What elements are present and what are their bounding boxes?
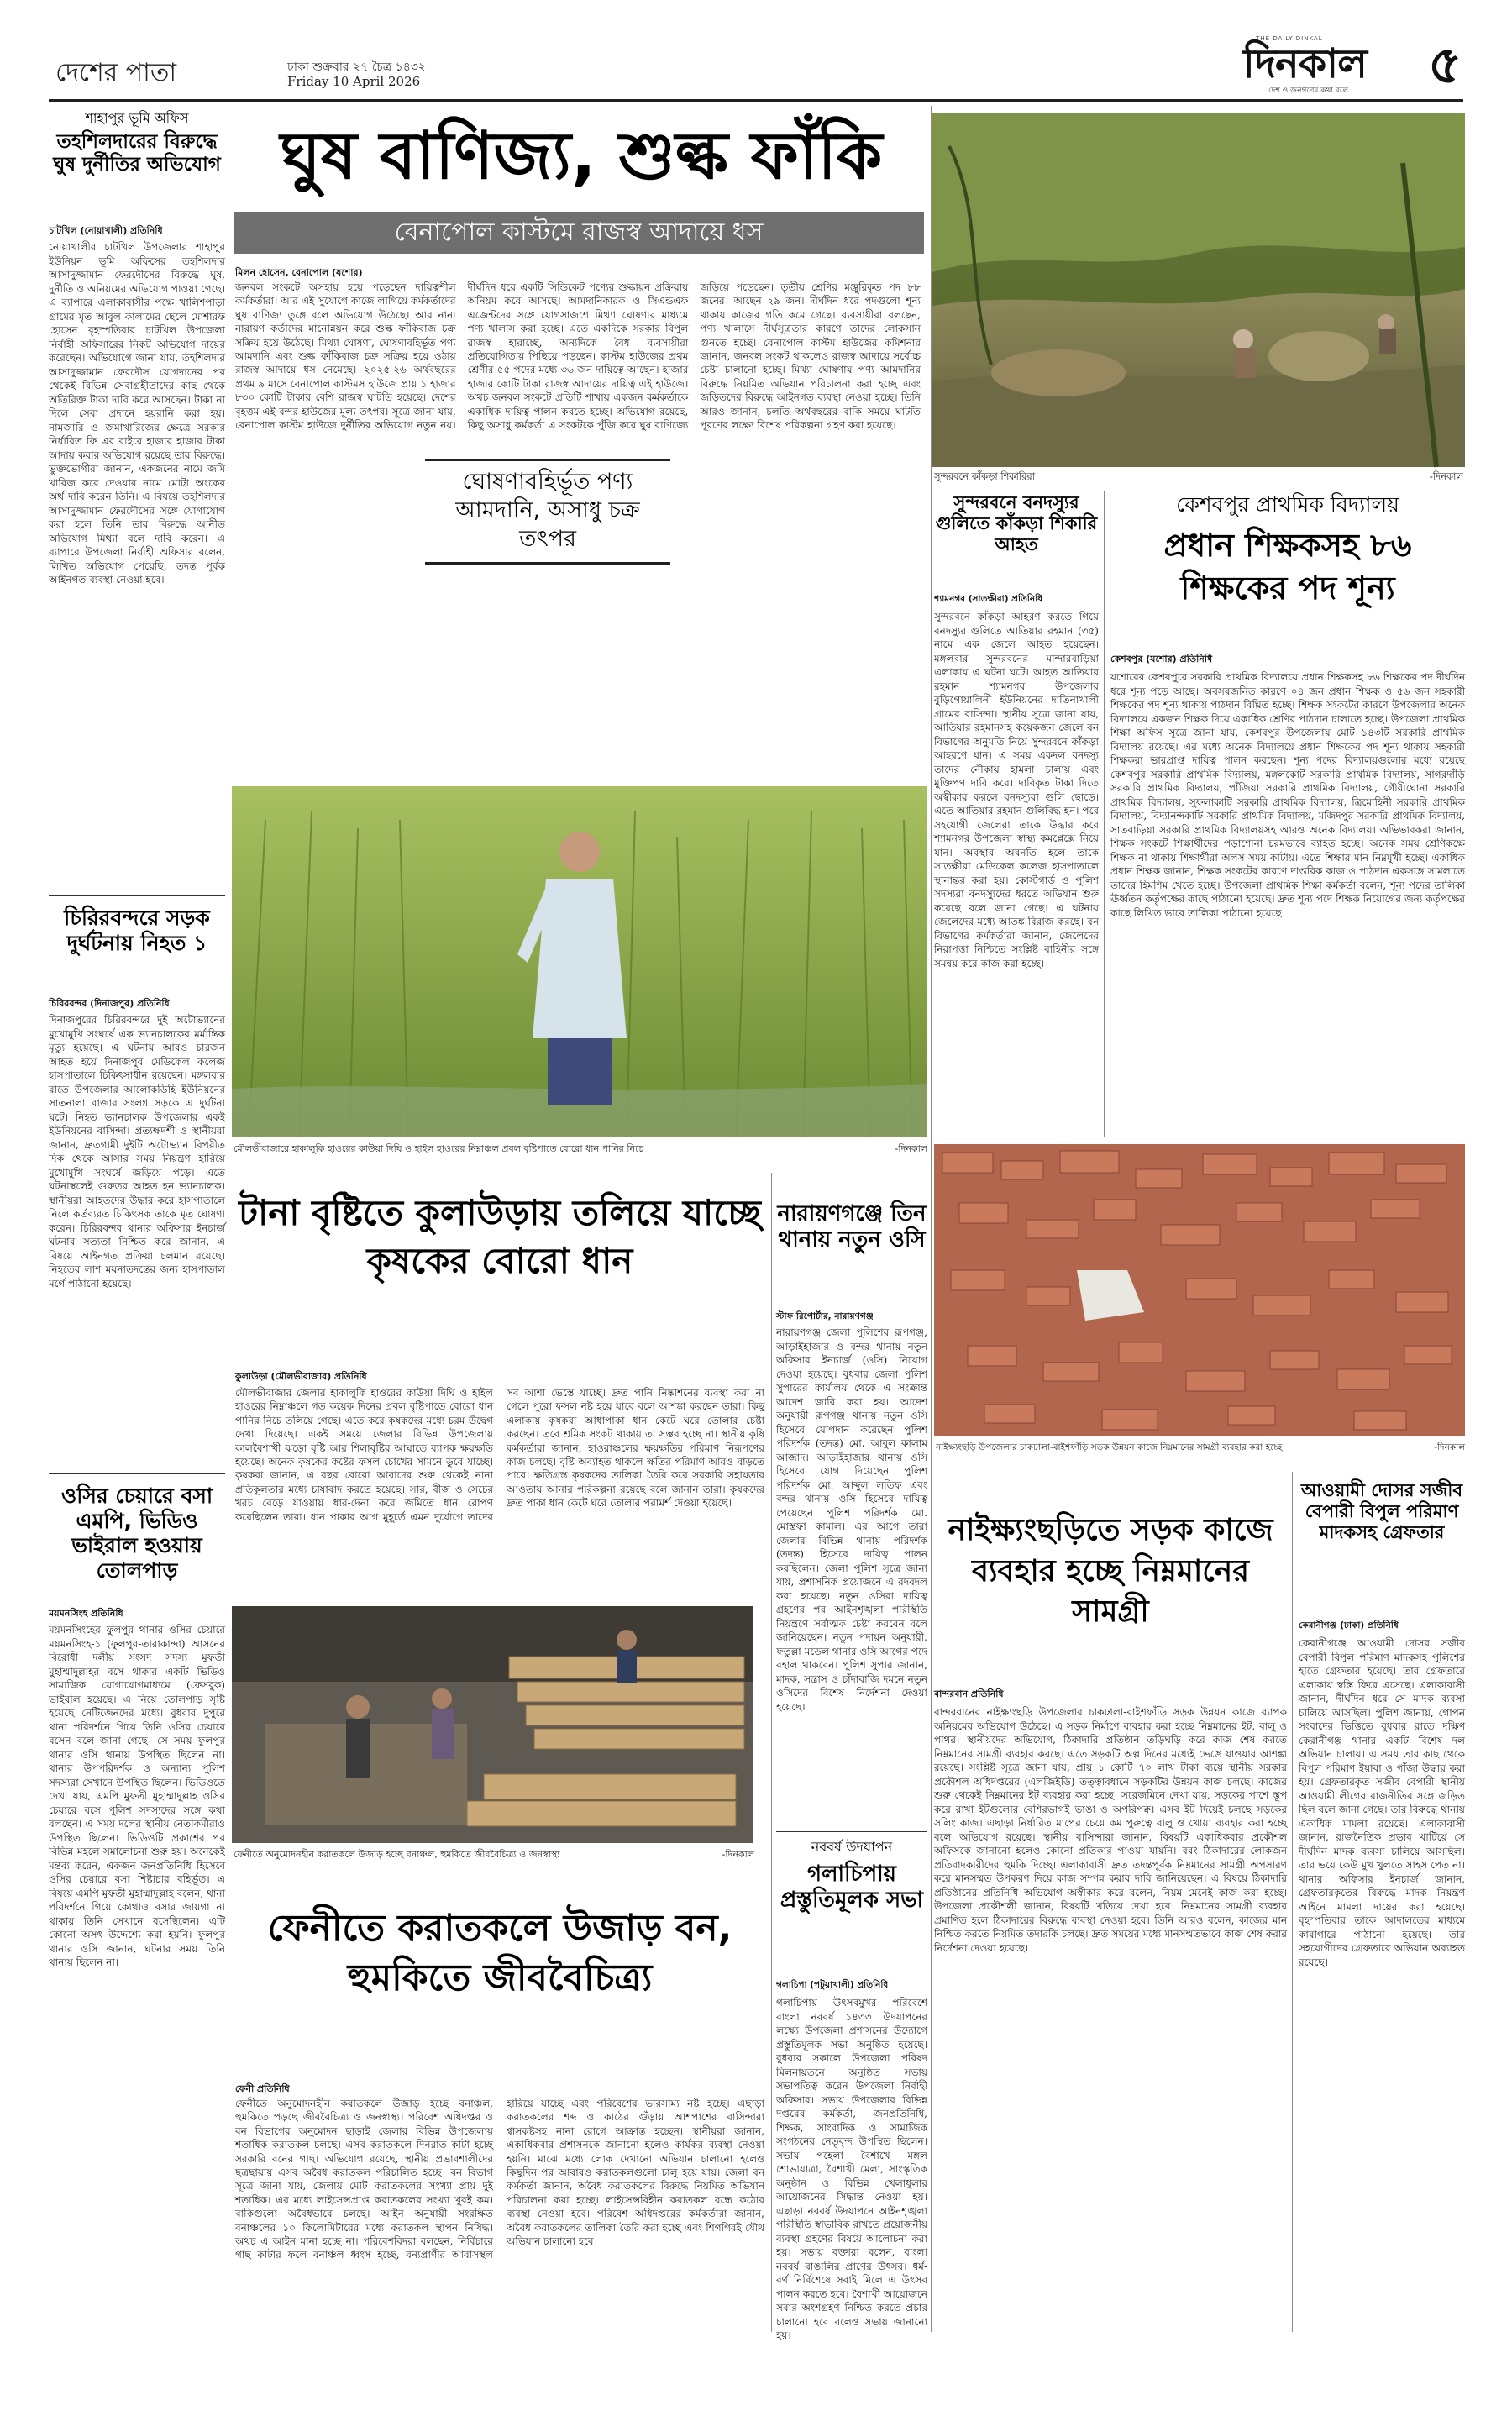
paddy-byline: কুলাউড়া (মৌলভীবাজার) প্রতিনিধি [235,1371,367,1382]
crab-headline: সুন্দরবনে বনদস্যুর গুলিতে কাঁকড়া শিকারি আহত [935,492,1098,554]
col1-divider-1 [49,895,225,896]
article-3-body: ময়মনসিংহের ফুলপুর থানার ওসির চেয়ারে ময়মনসিংহ-১ (ফুলপুর-তারাকান্দা) আসনের বিরোধী দলীয় সংসদ সদস্য মুফতী মুহাম্মাদুল্লাহর বসে থাকার একটি ভিডিও সামাজিক যোগাযোগমাধ্যমে (ফেসবুক) ভাইরাল হয়েছে। এ নিয়ে তোলপাড় সৃষ্টি হয়েছে নেটিজেনদের মধ্যে। বুধবার দুপুরে থানা পরিদর্শনে গিয়ে তিনি ওসির চেয়ারে বসেন বলে জানা গেছে। সে সময় ফুলপুর থানার ওসি থানায় উপস্থিত ছিলেন না। থানার উপপরিদর্শক ও অন্যান্য পুলিশ সদস্যরা সেখানে উপস্থিত ছিলেন। ভিডিওতে দেখা যায়, এমপি মুফতী মুহাম্মাদুল্লাহ ওসির চেয়ারে বসে পুলিশ সদস্যদের সঙ্গে কথা বলছেন। এ সময় দলের স্থানীয় নেতাকর্মীরাও উপস্থিত ছিলেন। ভিডিওটি প্রকাশের পর বিভিন্ন মহলে সমালোচনা শুরু হয়। অনেকেই মন্তব্য করেন, একজন জনপ্রতিনিধি হিসেবে ওসির চেয়ারে বসা শিষ্টাচার বহির্ভূত। এ বিষয়ে এমপি মুফতী মুহাম্মাদুল্লাহ বলেন, থানা পরিদর্শনে গিয়ে কোথাও বসার জায়গা না থাকায় তিনি সেখানে বসেছিলেন। এটি কোনো অসৎ উদ্দেশ্যে করা হয়নি। ফুলপুর থানার ওসি জানান, ঘটনার সময় তিনি থানায় ছিলেন না। [49,1624,225,1968]
photo-paddy-field [232,786,927,1137]
arrest-body: কেরানীগঞ্জে আওয়ামী দোসর সজীব বেপারী বিপুল পরিমাণ মাদকসহ পুলিশের হাতে গ্রেফতার হয়েছে। তার গ্রেফতারে এলাকায় স্বস্তি ফিরে এসেছে। এলাকাবাসী জানান, দীর্ঘদিন ধরে সে মাদক ব্যবসা চালিয়ে আসছিল। পুলিশ জানায়, গোপন সংবাদের ভিত্তিতে বুধবার রাতে দক্ষিণ কেরানীগঞ্জ থানার একটি বিশেষ দল অভিযান চালায়। এ সময় তার কাছ থেকে বিপুল পরিমাণ ইয়াবা ও গাঁজা উদ্ধার করা হয়। গ্রেফতারকৃত সজীব বেপারী স্থানীয় আওয়ামী লীগের রাজনীতির সঙ্গে জড়িত ছিল বলে জানা গেছে। তার বিরুদ্ধে থানায় একাধিক মামলা রয়েছে। এলাকাবাসী জানান, রাজনৈতিক প্রভাব খাটিয়ে সে দীর্ঘদিন মাদক ব্যবসা চালিয়ে আসছিল। তার ভয়ে কেউ মুখ খুলতে সাহস পেত না। থানার অফিসার ইনচার্জ জানান, গ্রেফতারকৃতের বিরুদ্ধে মাদক নিয়ন্ত্রণ আইনে মামলা দায়ের করা হয়েছে। বৃহস্পতিবার তাকে আদালতের মাধ্যমে কারাগারে পাঠানো হয়েছে। তার সহযোগীদের গ্রেফতারে অভিযান অব্যাহত রয়েছে। [1299,1637,1465,1968]
road-body: বান্দরবানের নাইক্ষ্যংছড়ি উপজেলার চাকঢালা-বাইশফাঁড়ি সড়ক উন্নয়ন কাজে ব্যাপক অনিয়মের অভিযোগ উঠেছে। এ সড়ক নির্মাণে ব্যবহার করা হচ্ছে নিম্নমানের ইট, বালু ও পাথর। স্থানীয়দের অভিযোগ, ঠিকাদারি প্রতিষ্ঠান তড়িঘড়ি করে কাজ শেষ করতে নিম্নমানের সামগ্রী ব্যবহার করছে। এতে সড়কটি অল্প দিনের মধ্যেই ভেঙে যাওয়ার আশঙ্কা রয়েছে। সংশ্লিষ্ট সূত্রে জানা যায়, প্রায় ১ কোটি ৭০ লাখ টাকা ব্যয়ে স্থানীয় সরকার প্রকৌশল অধিদপ্তরের (এলজিইডি) তত্ত্বাবধানে সড়কটির উন্নয়ন কাজ চলছে। কাজের শুরু থেকেই নিম্নমানের ইট ব্যবহার করা হচ্ছে। সরেজমিনে দেখা যায়, সড়কের পাশে স্তূপ করে রাখা ইটগুলোর বেশিরভাগই ভাঙা ও অপরিপক্ব। এসব ইট দিয়েই চলছে সড়কের সলিং কাজ। এছাড়া নির্ধারিত মাপের চেয়ে কম পুরুত্বে বালু ও খোয়া ব্যবহার করা হচ্ছে বলে অভিযোগ রয়েছে। স্থানীয় বাসিন্দারা জানান, বিষয়টি একাধিকবার প্রকৌশল অফিসকে জানানো হলেও কোনো প্রতিকার পাওয়া যায়নি। বরং ঠিকাদারের লোকজন প্রতিবাদকারীদের হুমকি দিচ্ছে। এলাকাবাসী দ্রুত তদন্তপূর্বক নিম্নমানের সামগ্রী অপসারণ করে মানসম্মত উপকরণ দিয়ে কাজ সম্পন্ন করার দাবি জানিয়েছেন। এ বিষয়ে ঠিকাদারি প্রতিষ্ঠানের প্রতিনিধি অভিযোগ অস্বীকার করে বলেন, নিয়ম মেনেই কাজ করা হচ্ছে। উপজেলা প্রকৌশলী জানান, বিষয়টি খতিয়ে দেখা হবে। নিম্নমানের সামগ্রী ব্যবহার প্রমাণিত হলে ঠিকাদারের বিরুদ্ধে ব্যবস্থা নেওয়া হবে। তিনি আরও বলেন, কাজের মান নিশ্চিত করতে নিয়মিত তদারকি চলছে। দ্রুত সময়ের মধ্যে মানসম্মতভাবে কাজ শেষ করার নির্দেশনা দেওয়া হয়েছে। [934,1706,1287,1954]
column-rule-6 [1292,1472,1293,2332]
photo-sundarbans-caption-text: সুন্দরবনে কাঁকড়া শিকারিরা [934,470,1036,482]
column-rule-3 [1104,491,1105,1137]
page-number: ৫ [1428,34,1462,95]
photo-sundarbans [932,113,1465,467]
article-3-byline: ময়মনসিংহ প্রতিনিধি [49,1608,123,1619]
article-3-headline: ওসির চেয়ারে বসা এমপি, ভিডিও ভাইরাল হওয়ায় তোলপাড় [60,1484,213,1583]
photo-sawmill-caption-text: ফেনীতে অনুমোদনহীন করাতকলে উজাড় হচ্ছে বনাঞ্চল, হুমকিতে জীববৈচিত্র্য ও জনস্বাস্থ্য [234,1849,560,1860]
boishakh-byline: গলাচিপা (পটুয়াখালী) প্রতিনিধি [776,1980,889,1990]
logo-small-text: THE DAILY DINKAL [1256,35,1323,42]
photo-bricks-credit: -দিনকাল [1434,1442,1465,1452]
article-1-headline: তহশিলদারের বিরুদ্ধে ঘুষ দুর্নীতির অভিযোগ [53,131,221,176]
photo-bricks-caption-text: নাইক্ষ্যংছড়ি উপজেলার চাকঢালা-বাইশফাঁড়ি সড়ক উন্নয়ন কাজে নিম্নমানের সামগ্রী ব্যবহার করা হচ্ছে [936,1442,1283,1452]
crab-article [934,487,1099,1126]
paddy-body-text: মৌলভীবাজার জেলার হাকালুকি হাওরের কাউয়া দিঘি ও হাইল হাওরের নিম্নাঞ্চলে গত কয়েক দিনের প্রবল বৃষ্টিপাতে বোরো ধান পানির নিচে তলিয়ে গেছে। এতে করে কৃষকদের মধ্যে চরম উদ্বেগ দেখা দিয়েছে। একই সময়ে জেলার বিভিন্ন উপজেলায় কালবৈশাখী ঝড়ো বৃষ্টি আর শিলাবৃষ্টির আঘাতে ব্যাপক ক্ষয়ক্ষতি হয়েছে। অনেক কৃষকের কষ্টের ফসল চোখের সামনে ডুবে যাচ্ছে। কৃষকরা জানান, এ বছর বোরো আবাদের শুরু থেকেই নানা প্রতিকূলতার মধ্যে চাষাবাদ করতে হয়েছে। সার, বীজ ও সেচের খরচ বেড়ে যাওয়ায় ধার-দেনা করে জমিতে ধান রোপণ করেছিলেন তারা। ধান পাকার আগ মুহূর্তে এমন দুর্যোগে তাদের সব আশা ভেস্তে যাচ্ছে। দ্রুত পানি নিষ্কাশনের ব্যবস্থা করা না গেলে পুরো ফসল নষ্ট হয়ে যাবে বলে আশঙ্কা করছেন তারা। কিছু এলাকায় কৃষকরা আধাপাকা ধান কেটে ঘরে তোলার চেষ্টা করছেন। তবে শ্রমিক সংকট থাকায় তা সম্ভব হচ্ছে না। স্থানীয় কৃষি কর্মকর্তারা জানান, হাওরাঞ্চলের ক্ষয়ক্ষতির পরিমাণ নিরূপণের কাজ চলছে। বৃষ্টি অব্যাহত থাকলে ক্ষতির পরিমাণ আরও বাড়তে পারে। ক্ষতিগ্রস্ত কৃষকদের তালিকা তৈরি করে সরকারি সহায়তার আওতায় আনার পরিকল্পনা রয়েছে বলে জানান তারা। কৃষকদের দ্রুত পাকা ধান কেটে ঘরে তোলার পরামর্শ দেওয়া হয়েছে। [235,1387,764,1523]
column-rule-2 [931,106,932,1181]
article-2-headline: চিরিরবন্দরে সড়ক দুর্ঘটনায় নিহত ১ [64,906,210,955]
boishakh-body: গলাচিপায় উৎসবমুখর পরিবেশে বাংলা নববর্ষ ১৪৩৩ উদযাপনের লক্ষ্যে উপজেলা প্রশাসনের উদ্যোগে প্রস্তুতিমূলক সভা অনুষ্ঠিত হয়েছে। বুধবার সকালে উপজেলা পরিষদ মিলনায়তনে অনুষ্ঠিত সভায় সভাপতিত্ব করেন উপজেলা নির্বাহী অফিসার। সভায় উপজেলার বিভিন্ন দপ্তরের কর্মকর্তা, জনপ্রতিনিধি, শিক্ষক, সাংবাদিক ও সামাজিক সংগঠনের নেতৃবৃন্দ উপস্থিত ছিলেন। সভায় পহেলা বৈশাখে মঙ্গল শোভাযাত্রা, বৈশাখী মেলা, সাংস্কৃতিক অনুষ্ঠান ও বিভিন্ন খেলাধুলার আয়োজনের সিদ্ধান্ত নেওয়া হয়। এছাড়া নববর্ষ উদযাপনে আইনশৃঙ্খলা পরিস্থিতি স্বাভাবিক রাখতে প্রয়োজনীয় ব্যবস্থা গ্রহণের বিষয়ে আলোচনা করা হয়। সভায় বক্তারা বলেন, বাংলা নববর্ষ বাঙালির প্রাণের উৎসব। ধর্ম-বর্ণ নির্বিশেষে সবাই মিলে এ উৎসব পালন করতে হবে। বৈশাখী আয়োজনে সবার অংশগ্রহণ নিশ্চিত করতে প্রচার চালানো হবে বলেও সভায় জানানো হয়। [776,1997,927,2341]
lead-pull-quote-box [425,459,670,565]
paddy-body [235,1386,764,1593]
oc-body: নারায়ণগঞ্জ জেলা পুলিশের রূপগঞ্জ, আড়াইহাজার ও বন্দর থানায় নতুন অফিসার ইনচার্জ (ওসি) নিয়োগ দেওয়া হয়েছে। বুধবার জেলা পুলিশ সুপারের কার্যালয় থেকে এ সংক্রান্ত আদেশ জারি করা হয়। আদেশ অনুযায়ী রূপগঞ্জ থানায় নতুন ওসি হিসেবে যোগদান করেছেন পুলিশ পরিদর্শক (তদন্ত) মো. আবুল কালাম আজাদ। আড়াইহাজার থানায় ওসি হিসেবে যোগ দিয়েছেন পুলিশ পরিদর্শক মো. আব্দুল লতিফ এবং বন্দর থানায় ওসি হিসেবে দায়িত্ব পেয়েছেন পুলিশ পরিদর্শক মো. মোস্তফা কামাল। এর আগে তারা জেলার বিভিন্ন থানায় পরিদর্শক (তদন্ত) হিসেবে দায়িত্ব পালন করছিলেন। জেলা পুলিশ সূত্রে জানা যায়, প্রশাসনিক প্রয়োজনে এ রদবদল করা হয়েছে। নতুন ওসিরা দায়িত্ব গ্রহণের পর আইনশৃঙ্খলা পরিস্থিতি নিয়ন্ত্রণে সর্বাত্মক চেষ্টা করবেন বলে জানিয়েছেন। নতুন পদায়ন অনুযায়ী, ফতুল্লা মডেল থানার ওসি আগের পদে বহাল থাকবেন। পুলিশ সুপার জানান, মাদক, সন্ত্রাস ও চাঁদাবাজি দমনে নতুন ওসিদের বিশেষ নির্দেশনা দেওয়া হয়েছে। [776,1326,927,1713]
feni-byline: ফেনী প্রতিনিধি [235,2083,290,2094]
bricks-image [934,1144,1465,1436]
feni-body [235,2097,764,2327]
road-article [934,1468,1287,2332]
article-2-body: দিনাজপুরের চিরিরবন্দরে দুই অটোভ্যানের মুখোমুখি সংঘর্ষে এক ভ্যানচালকের মর্মান্তিক মৃত্যু হয়েছে। এ ঘটনায় আরও চারজন আহত হয়ে দিনাজপুর মেডিকেল কলেজ হাসপাতালে চিকিৎসাধীন রয়েছেন। মঙ্গলবার রাতে উপজেলার আলোকডিহি ইউনিয়নের সাতনালা বাজার সংলগ্ন সড়কে এ দুর্ঘটনা ঘটে। নিহত ভ্যানচালক উপজেলার একই ইউনিয়নের বাসিন্দা। প্রত্যক্ষদর্শী ও স্থানীয়রা জানান, দ্রুতগামী দুইটি অটোভ্যান বিপরীত দিক থেকে আসার সময় নিয়ন্ত্রণ হারিয়ে মুখোমুখি সংঘর্ষে জড়িয়ে পড়ে। এতে ঘটনাস্থলেই গুরুতর আহত হন ভ্যানচালক। স্থানীয়রা আহতদের উদ্ধার করে হাসপাতালে নিলে কর্তব্যরত চিকিৎসক তাকে মৃত ঘোষণা করেন। চিরিরবন্দর থানার অফিসার ইনচার্জ ঘটনার সত্যতা নিশ্চিত করে জানান, এ বিষয়ে আইনগত প্রক্রিয়া চলমান রয়েছে। নিহতের লাশ ময়নাতদন্তের জন্য হাসপাতাল মর্গে পাঠানো হয়েছে। [49,1014,225,1289]
left-column [49,106,225,2332]
sundarbans-image [932,113,1465,467]
lead-subhead: বেনাপোল কাস্টমে রাজস্ব আদায়ে ধস [394,218,764,247]
article-1-body: নোয়াখালীর চাটখিল উপজেলার শাহাপুর ইউনিয়ন ভূমি অফিসের তহশিলদার আসাদুজ্জামান ফেরদৌসের বিরুদ্ধে ঘুষ, দুর্নীতি ও অনিয়মের অভিযোগ পাওয়া গেছে। এ ব্যাপারে এলাকাবাসীর পক্ষে খালিশপাড়া গ্রামের মৃত আবুল কালামের ছেলে মোশারফ হোসেন বৃহস্পতিবার চাটখিল উপজেলা নির্বাহী অফিসারের নিকট অভিযোগ দায়ের করেছেন। অভিযোগে জানা যায়, তহশিলদার আসাদুজ্জামান ফেরদৌস যোগদানের পর থেকেই বিভিন্ন সেবাগ্রহীতাদের কাছ থেকে অতিরিক্ত টাকা দাবি করে আসছেন। টাকা না দিলে সেবা প্রদানে হয়রানি করা হয়। নামজারি ও জমাখারিজের ক্ষেত্রে সরকার নির্ধারিত ফি এর বাইরে হাজার হাজার টাকা আদায় করার অভিযোগ রয়েছে তার বিরুদ্ধে। ভুক্তভোগীরা জানান, একজনের নামে জমি খারিজ করে দেওয়ার নামে মোটা অংকের অর্থ দাবি করেন তিনি। এ বিষয়ে তহশিলদার আসাদুজ্জামান ফেরদৌসের সঙ্গে যোগাযোগ করা হলে তিনি তার বিরুদ্ধে আনীত অভিযোগ মিথ্যা বলে দাবি করেন। এ ব্যাপারে উপজেলা নির্বাহী অফিসার বলেন, লিখিত অভিযোগ পেয়েছি, তদন্ত পূর্বক আইনগত ব্যবস্থা নেওয়া হবে। [49,241,225,586]
paddy-field-image [232,786,927,1137]
photo-paddy-caption-text: মৌলভীবাজারে হাকালুকি হাওরের কাউয়া দিঘি ও হাইল হাওরের নিম্নাঞ্চল প্রবল বৃষ্টিপাতে বোরো ধান পানির নিচে [234,1143,644,1154]
page-header [0,0,1512,99]
oc-article [776,1168,927,2341]
school-headline: প্রধান শিক্ষকসহ ৮৬ শিক্ষকের পদ শূন্য [1163,527,1412,607]
photo-sundarbans-caption [934,470,1463,483]
article-1-kicker: শাহাপুর ভূমি অফিস [85,110,189,126]
oc-divider [776,1831,927,1832]
date-bangla: ঢাকা শুক্রবার ২৭ চৈত্র ১৪৩২ [287,60,427,74]
masthead-logo: দিনকাল [1243,40,1367,87]
lead-pull-quote: ঘোষণাবহির্ভূত পণ্য আমদানি, অসাধু চক্র তৎপর [455,469,640,552]
sawmill-image [232,1606,753,1843]
school-article [1110,487,1465,1134]
photo-paddy-credit: -দিনকাল [895,1143,927,1154]
school-kicker: কেশবপুর প্রাথমিক বিদ্যালয় [1176,492,1399,517]
school-byline: কেশবপুর (যশোর) প্রতিনিধি [1110,654,1213,664]
paddy-article [232,1168,768,1596]
photo-sundarbans-credit: -দিনকাল [1429,470,1463,482]
oc-headline: নারায়ণগঞ্জে তিন থানায় নতুন ওসি [777,1201,927,1253]
header-divider [49,99,1463,102]
road-byline: বান্দরবান প্রতিনিধি [934,1688,1004,1699]
arrest-headline: আওয়ামী দোসর সজীব বেপারী বিপুল পরিমাণ মাদকসহ গ্রেফতার [1300,1480,1463,1542]
column-rule-4 [771,1173,772,2332]
crab-body: সুন্দরবনে কাঁকড়া আহরণ করতে গিয়ে বনদস্যুর গুলিতে আতিয়ার রহমান (৩৫) নামে এক জেলে আহত হয়েছেন। মঙ্গলবার সুন্দরবনের মান্দারবাড়িয়া এলাকায় এ ঘটনা ঘটে। আহত আতিয়ার রহমান শ্যামনগর উপজেলার বুড়িগোয়ালিনী ইউনিয়নের দাতিনাখালী গ্রামের বাসিন্দা। স্থানীয় সূত্রে জানা যায়, আতিয়ার রহমানসহ কয়েকজন জেলে বন বিভাগের অনুমতি নিয়ে সুন্দরবনে কাঁকড়া আহরণে যান। এ সময় একদল বনদস্যু তাদের নৌকায় হামলা চালায় এবং মুক্তিপণ দাবি করে। দাবিকৃত টাকা দিতে অস্বীকার করলে বনদস্যুরা গুলি ছোড়ে। এতে আতিয়ার রহমান গুলিবিদ্ধ হন। পরে সহযোগী জেলেরা তাকে উদ্ধার করে শ্যামনগর উপজেলা স্বাস্থ্য কমপ্লেক্সে নিয়ে যান। অবস্থার অবনতি হলে তাকে সাতক্ষীরা মেডিকেল কলেজ হাসপাতালে স্থানান্তর করা হয়। কোস্টগার্ড ও পুলিশ সদস্যরা বনদস্যুদের ধরতে অভিযান শুরু করেছে বলে জানা গেছে। এ ঘটনায় জেলেদের মধ্যে আতঙ্ক বিরাজ করছে। বন বিভাগের কর্মকর্তারা জানান, জেলেদের নিরাপত্তা নিশ্চিতে সংশ্লিষ্ট বাহিনীর সঙ্গে সমন্বয় করে কাজ করা হচ্ছে। [934,611,1099,969]
photo-sawmill-credit: -দিনকাল [722,1849,754,1860]
road-headline: নাইক্ষ্যংছড়িতে সড়ক কাজে ব্যবহার হচ্ছে নিম্নমানের সামগ্রী [948,1513,1273,1630]
masthead-tagline: দেশ ও জনগণের কথা বলে [1268,87,1349,95]
lead-story [232,106,931,778]
photo-paddy-caption [234,1142,927,1155]
paddy-headline: টানা বৃষ্টিতে কুলাউড়ায় তলিয়ে যাচ্ছে কৃষকের বোরো ধান [239,1192,761,1281]
oc-byline: স্টাফ রিপোর্টার, নারায়ণগঞ্জ [776,1311,874,1321]
feni-body-text: ফেনীতে অনুমোদনহীন করাতকলে উজাড় হচ্ছে বনাঞ্চল, হুমকিতে পড়ছে জীববৈচিত্র্য ও জনস্বাস্থ্য। পরিবেশ অধিদপ্তর ও বন বিভাগের অনুমোদন ছাড়াই জেলার বিভিন্ন উপজেলায় শতাধিক করাতকল চলছে। এসব করাতকলে দিনরাত কাটা হচ্ছে সরকারি বনের গাছ। অভিযোগ রয়েছে, স্থানীয় প্রভাবশালীদের ছত্রছায়ায় এসব অবৈধ করাতকল পরিচালিত হচ্ছে। বন বিভাগ সূত্রে জানা যায়, জেলায় মোট করাতকলের সংখ্যা প্রায় দুই শতাধিক। এর মধ্যে লাইসেন্সপ্রাপ্ত করাতকলের সংখ্যা খুবই কম। বাকিগুলো অবৈধভাবে চলছে। আইন অনুযায়ী সংরক্ষিত বনাঞ্চলের ১০ কিলোমিটারের মধ্যে করাতকল স্থাপন নিষিদ্ধ। অথচ এ আইন মানা হচ্ছে না। পরিবেশবিদরা বলছেন, নির্বিচারে গাছ কাটার ফলে বনাঞ্চল ধ্বংস হচ্ছে, বন্যপ্রাণীর আবাসস্থল হারিয়ে যাচ্ছে এবং পরিবেশের ভারসাম্য নষ্ট হচ্ছে। এছাড়া করাতকলের শব্দ ও কাঠের গুঁড়ায় আশপাশের বাসিন্দারা শ্বাসকষ্টসহ নানা রোগে আক্রান্ত হচ্ছেন। স্থানীয়রা জানান, একাধিকবার প্রশাসনকে জানানো হলেও কার্যকর ব্যবস্থা নেওয়া হয়নি। মাঝে মধ্যে লোক দেখানো অভিযান চালানো হলেও কিছুদিন পর আবারও করাতকলগুলো চালু হয়ে যায়। জেলা বন কর্মকর্তা জানান, অবৈধ করাতকলের বিরুদ্ধে নিয়মিত অভিযান পরিচালনা করা হচ্ছে। লাইসেন্সবিহীন করাতকল বন্ধে কঠোর ব্যবস্থা নেওয়া হবে। পরিবেশ অধিদপ্তরের কর্মকর্তারা জানান, অবৈধ করাতকলের তালিকা তৈরি করা হচ্ছে এবং শিগগিরই যৌথ অভিযান চালানো হবে। [235,2098,764,2261]
photo-sawmill-caption [234,1848,754,1861]
photo-bricks [934,1144,1465,1436]
arrest-byline: কেরানীগঞ্জ (ঢাকা) প্রতিনিধি [1299,1620,1399,1631]
article-2-byline: চিরিরবন্দর (দিনাজপুর) প্রতিনিধি [49,998,170,1009]
article-1-byline: চাটখিল (নোয়াখালী) প্রতিনিধি [49,225,163,236]
arrest-article [1299,1468,1465,2332]
lead-headline: ঘুষ বাণিজ্য, শুল্ক ফাঁকি [280,118,883,194]
photo-bricks-caption [936,1442,1465,1454]
date-english: Friday 10 April 2026 [287,74,421,89]
feni-article [232,1873,768,2332]
school-body: যশোরের কেশবপুরে সরকারি প্রাথমিক বিদ্যালয়ে প্রধান শিক্ষকসহ ৮৬ শিক্ষকের পদ দীর্ঘদিন ধরে শূন্য পড়ে আছে। অবসরজনিত কারণে ০৪ জন প্রধান শিক্ষক ও ৫৬ জন সহকারী শিক্ষকের পদ শূন্য থাকায় পাঠদান বিঘ্নিত হচ্ছে। শিক্ষক সংকটের কারণে উপজেলার অনেক বিদ্যালয়ে একজন শিক্ষক দিয়ে একাধিক শ্রেণির পাঠদান চালাতে হচ্ছে। উপজেলা প্রাথমিক শিক্ষা অফিস সূত্রে জানা যায়, কেশবপুর উপজেলায় মোট ১৪৩টি সরকারি প্রাথমিক বিদ্যালয় রয়েছে। এর মধ্যে অনেক বিদ্যালয়ে প্রধান শিক্ষকের পদ শূন্য থাকায় সহকারী শিক্ষকরা ভারপ্রাপ্ত দায়িত্ব পালন করছেন। শূন্য পদের বিদ্যালয়গুলোর মধ্যে রয়েছে কেশবপুর সরকারি প্রাথমিক বিদ্যালয়, মঙ্গলকোট সরকারি প্রাথমিক বিদ্যালয়, সাগরদাঁড়ি সরকারি প্রাথমিক বিদ্যালয়, পাঁজিয়া সরকারি প্রাথমিক বিদ্যালয়, গৌরীঘোনা সরকারি প্রাথমিক বিদ্যালয়, সুফলাকাটি সরকারি প্রাথমিক বিদ্যালয়, ত্রিমোহিনী সরকারি প্রাথমিক বিদ্যালয়, বিদ্যানন্দকাটি সরকারি প্রাথমিক বিদ্যালয়, মজিদপুর সরকারি প্রাথমিক বিদ্যালয়, সাতবাড়িয়া সরকারি প্রাথমিক বিদ্যালয়সহ আরও অনেক বিদ্যালয়। অভিভাবকরা জানান, শিক্ষক সংকটে শিক্ষার্থীদের পড়াশোনা চরমভাবে ব্যাহত হচ্ছে। অনেক সময় শ্রেণিকক্ষে শিক্ষক না থাকায় শিক্ষার্থীরা অলস সময় কাটায়। এতে শিক্ষার মান নিম্নমুখী হচ্ছে। একাধিক প্রধান শিক্ষক জানান, শিক্ষক সংকটের কারণে দাপ্তরিক কাজ ও পাঠদান একসঙ্গে সামলাতে তাদের হিমশিম খেতে হচ্ছে। উপজেলা প্রাথমিক শিক্ষা কর্মকর্তা বলেন, শূন্য পদের তালিকা ঊর্ধ্বতন কর্তৃপক্ষের কাছে পাঠানো হয়েছে। দ্রুত শূন্য পদে শিক্ষক নিয়োগের জন্য কর্তৃপক্ষের কাছে লিখিত ভাবে তালিকা পাঠানো হয়েছে। [1110,671,1465,919]
section-title: দেশের পাতা [55,58,177,87]
col1-divider-2 [49,1473,225,1474]
photo-sawmill [232,1606,753,1843]
boishakh-kicker: নববর্ষ উদযাপন [811,1839,893,1855]
crab-byline: শ্যামনগর (সাতক্ষীরা) প্রতিনিধি [934,594,1043,604]
lead-byline: মিলন হোসেন, বেনাপোল (যশোর) [235,267,363,278]
column-rule-5 [931,1173,932,2332]
boishakh-headline: গলাচিপায় প্রস্তুতিমূলক সভা [780,1862,924,1913]
lead-body-text: জনবল সংকটে অসহায় হয়ে পড়েছেন দায়িত্বশীল কর্মকর্তারা। আর এই সুযোগে কাজে লাগিয়ে কর্মকর্তাদের ঘুষ বাণিজ্য তুঙ্গে বলে অভিযোগ উঠেছে। আর নানা নারায়ণ কর্তাদের মানোন্নয়ন করে শুল্ক ফাঁকিবাজ চক্র সক্রিয় হয়ে উঠেছে। মিথ্যা ঘোষণা, ঘোষণাবহির্ভূত পণ্য আমদানি এবং শুল্ক ফাঁকিবাজ চক্র সক্রিয় হয়ে ওঠায় রাজস্ব আদায়ে ধস নেমেছে। ২০২৫-২৬ অর্থবছরের প্রথম ৯ মাসে বেনাপোল কাস্টমস হাউজে প্রায় ১ হাজার ৮৩০ কোটি টাকার বেশি রাজস্ব ঘাটতি হয়েছে। দেশের বৃহত্তম এই বন্দর হাউজের মূল্য তৎপর। সূত্রে জানা যায়, বেনাপোল কাস্টম হাউজে দুর্নীতির অভিযোগ নতুন নয়। দীর্ঘদিন ধরে একটি সিন্ডিকেট পণ্যের শুল্কায়ন প্রক্রিয়ায় অনিয়ম করে আসছে। আমদানিকারক ও সিএন্ডএফ এজেন্টদের সঙ্গে যোগসাজশে মিথ্যা ঘোষণার মাধ্যমে পণ্য খালাস করা হচ্ছে। এতে একদিকে সরকার বিপুল রাজস্ব হারাচ্ছে, অন্যদিকে বৈধ ব্যবসায়ীরা প্রতিযোগিতায় পিছিয়ে পড়ছেন। কাস্টম হাউজের প্রথম শ্রেণীর ৫৫ পদের মধ্যে ৩৬ জন দায়িত্বে আছেন। হাজার হাজার কোটি টাকা রাজস্ব আদায়ের দায়িত্ব এই হাউজে। অথচ জনবল সংকটে প্রতিটি শাখায় একজন কর্মকর্তাকে একাধিক দায়িত্ব পালন করতে হচ্ছে। অভিযোগ রয়েছে, কিছু অসাধু কর্মকর্তা এ সংকটকে পুঁজি করে ঘুষ বাণিজ্যে জড়িয়ে পড়েছেন। তৃতীয় শ্রেণির মঞ্জুরিকৃত পদ ৮৮ জনের। আছেন ২৯ জন। দীর্ঘদিন ধরে পদগুলো শূন্য থাকায় কাজের গতি কমে গেছে। ব্যবসায়ীরা বলছেন, পণ্য খালাসে দীর্ঘসূত্রতার কারণে তাদের লোকসান গুনতে হচ্ছে। বেনাপোল কাস্টম হাউজের কমিশনার জানান, জনবল সংকট থাকলেও রাজস্ব আদায়ে সর্বোচ্চ চেষ্টা চালানো হচ্ছে। মিথ্যা ঘোষণায় পণ্য আমদানির বিরুদ্ধে নিয়মিত অভিযান পরিচালনা করা হচ্ছে এবং জড়িতদের বিরুদ্ধে আইনগত ব্যবস্থা নেওয়া হচ্ছে। তিনি আরও জানান, চলতি অর্থবছরের বাকি সময়ে ঘাটতি পূরণের লক্ষ্যে বিশেষ পরিকল্পনা গ্রহণ করা হয়েছে। [235,281,921,432]
feni-headline: ফেনীতে করাতকলে উজাড় বন, হুমকিতে জীববৈচিত্র্য [267,1907,732,2000]
